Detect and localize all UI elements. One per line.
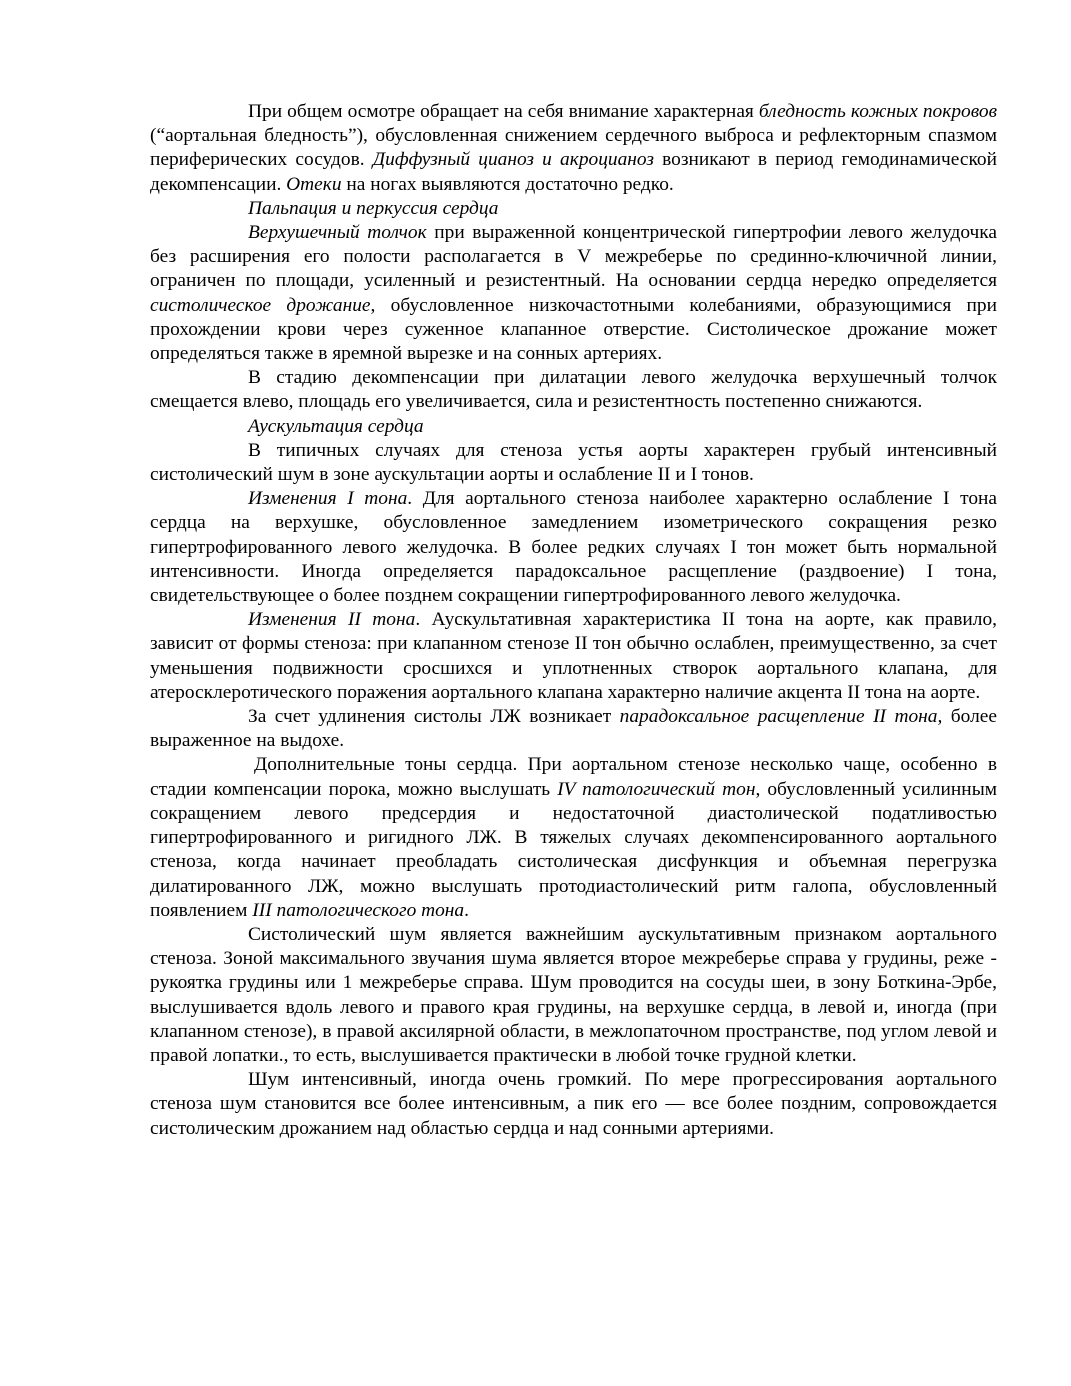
text-segment-italic: систолическое дрожание bbox=[150, 294, 371, 316]
text-segment: За счет удлинения систолы ЛЖ возникает bbox=[248, 706, 620, 728]
paragraph-apex-beat bbox=[150, 221, 997, 366]
text-segment: более выраженное на выдохе. bbox=[150, 706, 998, 752]
section-heading-palpation bbox=[150, 197, 997, 221]
text-segment-italic: Изменения II тона bbox=[248, 609, 416, 631]
text-segment: В стадию декомпенсации при дилатации левого желудочка верхушечный толчок смещается влево, площадь его увеличивается, сила и резистентность постепенно снижаются. bbox=[150, 367, 997, 413]
text-segment: Дополнительные тоны сердца. При аортальном стенозе несколько чаще, особенно в стадии компенсации порока, можно выслушать bbox=[150, 754, 997, 800]
paragraph-first-tone bbox=[150, 487, 997, 608]
text-segment: (“аортальная бледность”), обусловленная снижением сердечного выброса и рефлекторным спазмом периферических сосудов. bbox=[150, 125, 997, 171]
document-page bbox=[150, 100, 997, 1141]
text-segment-italic: Диффузный цианоз и акроцианоз bbox=[372, 149, 654, 171]
paragraph-second-tone bbox=[150, 608, 997, 705]
text-segment: Шум интенсивный, иногда очень громкий. По мере прогрессирования аортального стеноза шум становится все более интенсивным, а пик его — все более поздним, сопровождается систолическим дрожанием над областью сердца и над сонными артериями. bbox=[150, 1069, 997, 1139]
text-segment: . Аускультативная характеристика II тона на аорте, как правило, зависит от формы стеноза: при клапанном стенозе II тон обычно ослаблен, преимущественно, за счет уменьшения подвижности сросшихся и уплотненных створок аортального клапана, для атеросклеротического поражения аортального клапана характерно наличие акцента II тона на аорте. bbox=[150, 609, 997, 703]
heading-text: Аускультация сердца bbox=[248, 415, 424, 437]
text-segment-italic: Отеки bbox=[286, 173, 342, 195]
paragraph-murmur-intensity bbox=[150, 1068, 997, 1141]
text-segment: на ногах выявляются достаточно редко. bbox=[341, 173, 674, 195]
paragraph-decompensation bbox=[150, 366, 997, 414]
text-segment-italic: Верхушечный толчок bbox=[248, 222, 427, 244]
text-segment-italic: IV патологический тон bbox=[557, 778, 756, 800]
paragraph-typical-cases bbox=[150, 439, 997, 487]
text-segment: В типичных случаях для стеноза устья аорты характерен грубый интенсивный систолический шум в зоне аускультации аорты и ослабление II и I тонов. bbox=[150, 439, 997, 486]
text-segment-italic: парадоксальное расщепление II тона, bbox=[619, 706, 943, 728]
text-segment: , обусловленный усилинным сокращением левого предсердия и недостаточной диастолической податливостью гипертрофированного и ригидного ЛЖ. В тяжелых случаях декомпенсированного аортального стеноза, когда начинает преобладать систолическая дисфункция и объемная перегрузка дилатированного ЛЖ, можно выслушать протодиастолический ритм галопа, обусловленный появлением bbox=[150, 778, 997, 921]
text-segment: возникают в период гемодинамической декомпенсации. bbox=[150, 149, 997, 195]
paragraph-general-exam bbox=[150, 100, 997, 197]
text-segment: . bbox=[464, 899, 469, 921]
text-segment: , обусловленное низкочастотными колебаниями, образующимися при прохождении крови через суженное клапанное отверстие. Систолическое дрожание может определяться также в яремной вырезке и на сонных артериях. bbox=[150, 294, 998, 365]
paragraph-systolic-murmur bbox=[150, 923, 997, 1068]
text-segment: Систолический шум является важнейшим аускультативным признаком аортального стеноза. Зоной максимального звучания шума является второе межреберье справа у грудины, реже - рукоятка грудины или 1 межреберье справа. Шум проводится на сосуды шеи, в зону Боткина-Эрбе, выслушивается вдоль левого и правого края грудины, на верхушке сердца, в левой и, иногда (при клапанном стенозе), в правой аксилярной области, в межлопаточном пространстве, под углом левой и правой лопатки., то есть, выслушивается практически в любой точке грудной клетки. bbox=[150, 923, 997, 1066]
text-segment-italic: III патологического тона bbox=[252, 899, 465, 921]
paragraph-additional-tones bbox=[150, 753, 997, 922]
text-segment-italic: бледность кожных покровов bbox=[758, 101, 997, 122]
paragraph-paradoxical-split bbox=[150, 705, 997, 753]
heading-text: Пальпация и перкуссия сердца bbox=[248, 197, 499, 219]
text-segment: при выраженной концентрической гипертрофии левого желудочка без расширения его полости располагается в V межреберье по срединно-ключичной линии, ограничен по площади, усиленный и резистентный. На основании сердца нередко определяется bbox=[150, 222, 997, 292]
text-segment-italic: Изменения I тона bbox=[248, 488, 408, 510]
text-segment: . Для аортального стеноза наиболее характерно ослабление I тона сердца на верхушке, обусловленное замедлением изометрического сокращения резко гипертрофированного левого желудочка. В более редких случаях I тон может быть нормальной интенсивности. Иногда определяется парадоксальное расщепление (раздвоение) I тона, свидетельствующее о более позднем сокращении гипертрофированного левого желудочка. bbox=[150, 488, 998, 607]
section-heading-auscultation bbox=[150, 415, 997, 439]
text-segment: При общем осмотре обращает на себя внимание характерная bbox=[248, 101, 759, 122]
